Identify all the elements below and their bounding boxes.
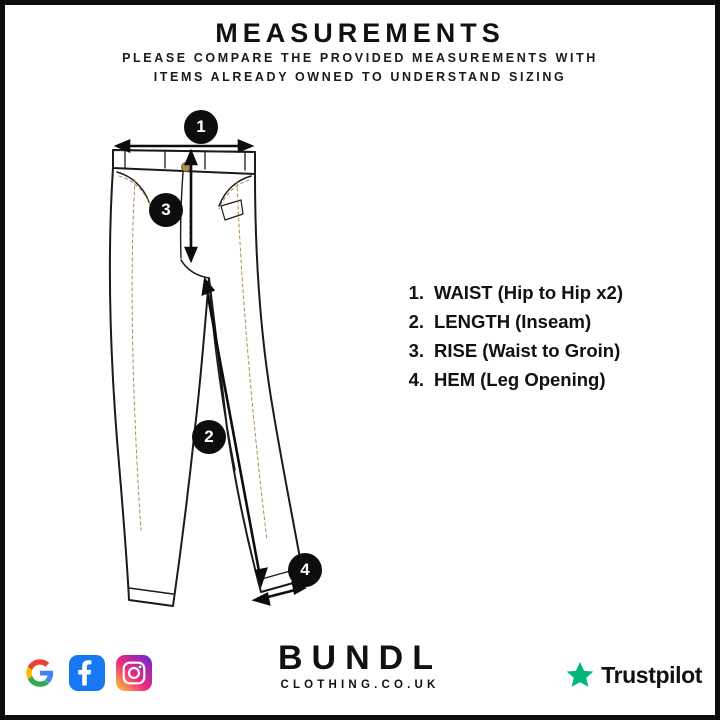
jeans-diagram	[55, 110, 385, 630]
legend-term-rise: RISE	[434, 340, 478, 361]
trustpilot-badge[interactable]	[565, 660, 702, 690]
legend-term-hem: HEM	[434, 369, 476, 390]
legend-term-length: LENGTH	[434, 311, 511, 332]
trustpilot-star-icon	[565, 660, 595, 690]
measurement-badge-4: 4	[288, 553, 322, 587]
legend-desc-waist: (Hip to Hip x2)	[497, 282, 623, 303]
jeans-illustration	[55, 110, 385, 630]
header	[0, 18, 720, 88]
page-title: MEASUREMENTS	[215, 18, 505, 48]
legend-item-hem	[398, 369, 698, 391]
legend-number-1: 1.	[408, 282, 424, 303]
legend-number-3: 3.	[408, 340, 424, 361]
legend-desc-hem: (Leg Opening)	[480, 369, 606, 390]
legend-item-rise	[398, 340, 698, 362]
legend-term-waist: WAIST	[434, 282, 493, 303]
brand-domain: CLOTHING.CO.UK	[280, 679, 440, 692]
legend-item-waist	[398, 282, 698, 304]
legend-item-length	[398, 311, 698, 333]
legend-desc-length: (Inseam)	[515, 311, 592, 332]
measurement-badge-1: 1	[184, 110, 218, 144]
measurement-badge-3: 3	[149, 193, 183, 227]
subtitle-line-2: ITEMS ALREADY OWNED TO UNDERSTAND SIZING	[153, 70, 567, 85]
trustpilot-label: Trustpilot	[601, 661, 702, 688]
measurement-legend	[398, 282, 698, 398]
subtitle-line-1: PLEASE COMPARE THE PROVIDED MEASUREMENTS WITH	[122, 51, 598, 66]
measurement-badge-2: 2	[192, 420, 226, 454]
brand-name: BUNDL	[278, 639, 442, 677]
legend-number-2: 2.	[408, 311, 424, 332]
legend-desc-rise: (Waist to Groin)	[482, 340, 621, 361]
legend-number-4: 4.	[408, 369, 424, 390]
